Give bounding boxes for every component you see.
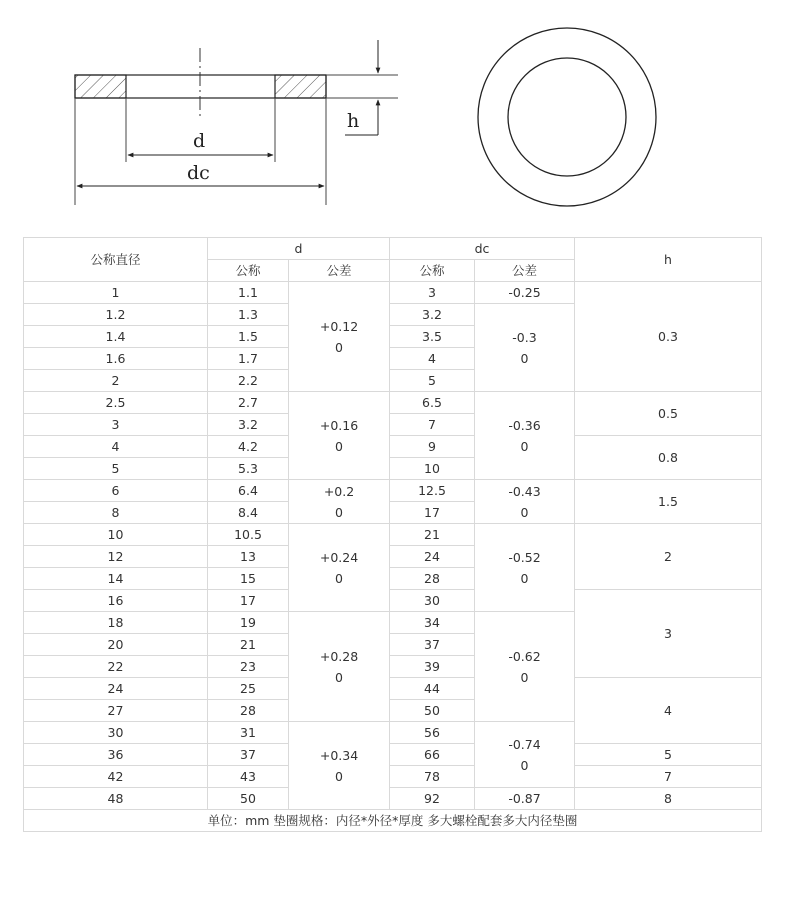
cell-h: 2 xyxy=(575,524,762,590)
cell-d-nominal: 23 xyxy=(208,656,289,678)
cell-nominal-size: 36 xyxy=(24,744,208,766)
cell-nominal-size: 2.5 xyxy=(24,392,208,414)
cell-dc-nominal: 34 xyxy=(390,612,475,634)
cell-dc-nominal: 7 xyxy=(390,414,475,436)
tolerance-upper: -0.43 xyxy=(508,483,541,499)
cell-dc-nominal: 30 xyxy=(390,590,475,612)
cell-d-nominal: 6.4 xyxy=(208,480,289,502)
cell-dc-nominal: 66 xyxy=(390,744,475,766)
tolerance-lower: 0 xyxy=(520,350,529,366)
cell-dc-nominal: 92 xyxy=(390,788,475,810)
cell-d-nominal: 1.3 xyxy=(208,304,289,326)
cell-nominal-size: 8 xyxy=(24,502,208,524)
note-row xyxy=(24,810,762,832)
cell-d-nominal: 43 xyxy=(208,766,289,788)
tolerance-upper: -0.62 xyxy=(508,648,541,664)
cell-nominal-size: 10 xyxy=(24,524,208,546)
cell-dc-nominal: 17 xyxy=(390,502,475,524)
washer-top-view xyxy=(478,28,656,206)
header-dc-tolerance: 公差 xyxy=(475,260,575,282)
cell-dc-nominal: 78 xyxy=(390,766,475,788)
cell-dc-nominal: 37 xyxy=(390,634,475,656)
cell-h: 0.8 xyxy=(575,436,762,480)
cell-d-nominal: 50 xyxy=(208,788,289,810)
label-dc: dc xyxy=(187,162,210,184)
cell-dc-tolerance xyxy=(475,304,575,392)
label-h: h xyxy=(347,110,360,132)
tolerance-lower: 0 xyxy=(335,570,343,586)
tolerance-lower: 0 xyxy=(335,768,343,784)
cell-nominal-size: 1.2 xyxy=(24,304,208,326)
table-row xyxy=(24,436,762,458)
cell-d-nominal: 1.5 xyxy=(208,326,289,348)
cell-d-nominal: 19 xyxy=(208,612,289,634)
tolerance-upper: +0.24 xyxy=(319,549,359,565)
cell-nominal-size: 30 xyxy=(24,722,208,744)
cell-dc-tolerance xyxy=(475,480,575,524)
cell-dc-nominal: 3.5 xyxy=(390,326,475,348)
header-nominal-diameter: 公称直径 xyxy=(24,238,208,282)
table-row xyxy=(24,282,762,304)
cell-d-tolerance xyxy=(289,722,390,810)
tolerance-upper: -0.52 xyxy=(508,549,541,565)
header-h: h xyxy=(575,238,762,282)
cell-d-nominal: 17 xyxy=(208,590,289,612)
cell-h: 7 xyxy=(575,766,762,788)
table-row xyxy=(24,788,762,810)
table-row xyxy=(24,744,762,766)
cell-d-nominal: 3.2 xyxy=(208,414,289,436)
table-row xyxy=(24,480,762,502)
cell-d-nominal: 1.1 xyxy=(208,282,289,304)
cell-h: 8 xyxy=(575,788,762,810)
cell-nominal-size: 14 xyxy=(24,568,208,590)
cell-nominal-size: 24 xyxy=(24,678,208,700)
header-d-tolerance: 公差 xyxy=(289,260,390,282)
tolerance-lower: 0 xyxy=(520,570,529,586)
tolerance-upper: +0.16 xyxy=(319,417,359,433)
cell-d-nominal: 28 xyxy=(208,700,289,722)
cell-h: 4 xyxy=(575,678,762,744)
tolerance-lower: 0 xyxy=(335,669,343,685)
washer-drawing xyxy=(0,0,790,230)
cell-nominal-size: 1.6 xyxy=(24,348,208,370)
header-dc-nominal: 公称 xyxy=(390,260,475,282)
cell-dc-nominal: 10 xyxy=(390,458,475,480)
header-row xyxy=(24,238,762,260)
cell-nominal-size: 20 xyxy=(24,634,208,656)
cell-dc-nominal: 21 xyxy=(390,524,475,546)
washer-spec-table xyxy=(23,237,762,832)
tolerance-lower: 0 xyxy=(335,339,343,355)
tolerance-upper: -0.74 xyxy=(508,736,541,752)
table-row xyxy=(24,590,762,612)
tolerance-upper: +0.28 xyxy=(319,648,359,664)
cell-d-nominal: 2.7 xyxy=(208,392,289,414)
cell-nominal-size: 27 xyxy=(24,700,208,722)
cell-d-nominal: 31 xyxy=(208,722,289,744)
cell-d-nominal: 1.7 xyxy=(208,348,289,370)
cell-d-tolerance xyxy=(289,282,390,392)
cell-h: 0.3 xyxy=(575,282,762,392)
tolerance-upper: -0.87 xyxy=(508,791,541,806)
cell-d-nominal: 15 xyxy=(208,568,289,590)
tolerance-upper: +0.12 xyxy=(319,318,359,334)
tolerance-lower: 0 xyxy=(520,438,529,454)
cell-dc-nominal: 3.2 xyxy=(390,304,475,326)
cell-nominal-size: 48 xyxy=(24,788,208,810)
cell-nominal-size: 3 xyxy=(24,414,208,436)
cell-dc-nominal: 3 xyxy=(390,282,475,304)
tolerance-lower: 0 xyxy=(335,438,343,454)
header-d-nominal: 公称 xyxy=(208,260,289,282)
cell-dc-tolerance xyxy=(475,392,575,480)
cell-d-tolerance xyxy=(289,524,390,612)
tolerance-lower: 0 xyxy=(335,504,343,520)
cell-dc-nominal: 24 xyxy=(390,546,475,568)
cell-dc-nominal: 12.5 xyxy=(390,480,475,502)
cell-d-nominal: 2.2 xyxy=(208,370,289,392)
header-d: d xyxy=(208,238,390,260)
cell-nominal-size: 18 xyxy=(24,612,208,634)
tolerance-lower: 0 xyxy=(520,669,529,685)
cell-d-nominal: 13 xyxy=(208,546,289,568)
cell-dc-tolerance xyxy=(475,282,575,304)
cell-h: 3 xyxy=(575,590,762,678)
cell-h: 0.5 xyxy=(575,392,762,436)
cell-dc-nominal: 9 xyxy=(390,436,475,458)
cell-nominal-size: 5 xyxy=(24,458,208,480)
cell-dc-tolerance xyxy=(475,612,575,722)
unit-note: 单位：mm 垫圈规格：内径*外径*厚度 多大螺栓配套多大内径垫圈 xyxy=(24,810,762,832)
cell-dc-nominal: 56 xyxy=(390,722,475,744)
cell-dc-tolerance xyxy=(475,722,575,788)
tolerance-upper: +0.2 xyxy=(323,483,355,499)
cell-d-tolerance xyxy=(289,612,390,722)
cell-nominal-size: 4 xyxy=(24,436,208,458)
cell-nominal-size: 12 xyxy=(24,546,208,568)
cell-dc-nominal: 5 xyxy=(390,370,475,392)
cell-dc-nominal: 28 xyxy=(390,568,475,590)
tolerance-upper: -0.36 xyxy=(508,417,541,433)
cell-d-nominal: 25 xyxy=(208,678,289,700)
cell-d-nominal: 21 xyxy=(208,634,289,656)
cell-d-tolerance xyxy=(289,392,390,480)
cell-d-nominal: 5.3 xyxy=(208,458,289,480)
label-d: d xyxy=(193,130,206,152)
cell-dc-nominal: 6.5 xyxy=(390,392,475,414)
cell-d-nominal: 10.5 xyxy=(208,524,289,546)
cell-dc-tolerance xyxy=(475,524,575,612)
cell-d-nominal: 4.2 xyxy=(208,436,289,458)
cell-h: 1.5 xyxy=(575,480,762,524)
cell-d-nominal: 8.4 xyxy=(208,502,289,524)
cell-h: 5 xyxy=(575,744,762,766)
tolerance-upper: -0.3 xyxy=(512,329,537,345)
header-dc: dc xyxy=(390,238,575,260)
dimension-h xyxy=(326,40,398,135)
cell-nominal-size: 2 xyxy=(24,370,208,392)
cell-dc-nominal: 39 xyxy=(390,656,475,678)
cell-nominal-size: 16 xyxy=(24,590,208,612)
table-row xyxy=(24,766,762,788)
tolerance-upper: +0.34 xyxy=(319,747,359,763)
cell-d-tolerance xyxy=(289,480,390,524)
cell-d-nominal: 37 xyxy=(208,744,289,766)
tolerance-lower: 0 xyxy=(520,504,529,520)
table-row xyxy=(24,678,762,700)
cell-dc-tolerance xyxy=(475,788,575,810)
cell-nominal-size: 6 xyxy=(24,480,208,502)
cell-nominal-size: 1 xyxy=(24,282,208,304)
cell-nominal-size: 22 xyxy=(24,656,208,678)
cell-nominal-size: 42 xyxy=(24,766,208,788)
washer-side-view xyxy=(75,48,326,118)
cell-dc-nominal: 50 xyxy=(390,700,475,722)
cell-dc-nominal: 4 xyxy=(390,348,475,370)
cell-dc-nominal: 44 xyxy=(390,678,475,700)
cell-nominal-size: 1.4 xyxy=(24,326,208,348)
tolerance-lower: 0 xyxy=(520,757,529,773)
table-row xyxy=(24,524,762,546)
tolerance-upper: -0.25 xyxy=(508,285,541,300)
table-row xyxy=(24,392,762,414)
